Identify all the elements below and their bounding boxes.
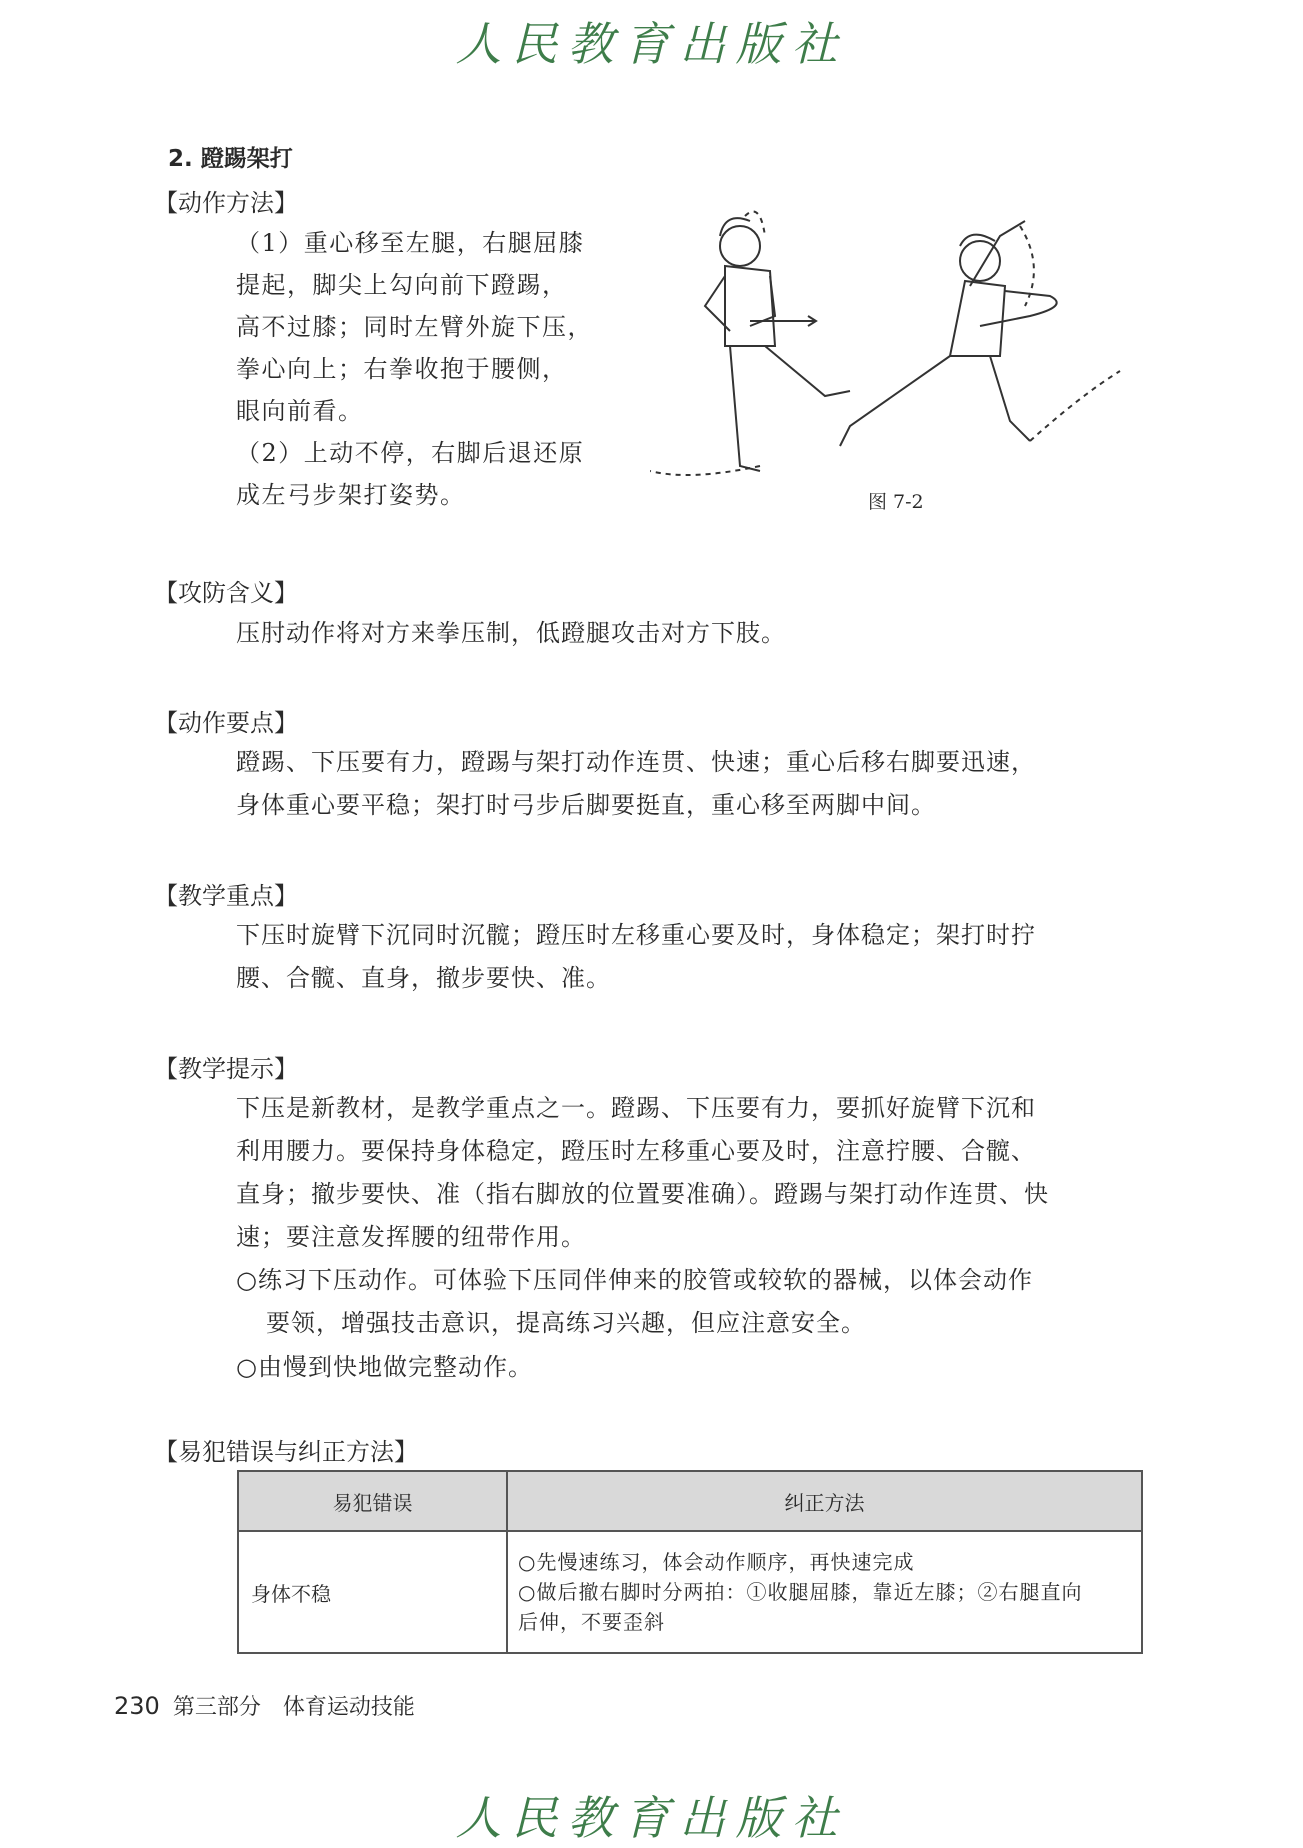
tips-line: 利用腰力。要保持身体稳定，蹬压时左移重心要及时，注意拧腰、合髋、: [236, 1137, 1036, 1165]
method-line: 提起，脚尖上勾向前下蹬踢，: [236, 271, 568, 299]
tips-bullet-line: 要领，增强技击意识，提高练习兴趣，但应注意安全。: [266, 1309, 866, 1337]
figure1-head: [720, 226, 760, 266]
publisher-logo-bottom: 人民教育出版社: [455, 1791, 848, 1845]
tips-line: 直身；撤步要快、准（指右脚放的位置要准确）。蹬踢与架打动作连贯、快: [236, 1180, 1049, 1208]
keypoints-line: 身体重心要平稳；架打时弓步后脚要挺直，重心移至两脚中间。: [236, 791, 936, 819]
table-row: [238, 1531, 1142, 1653]
focus-text: [236, 914, 1146, 1000]
figure2-torso: [950, 281, 1005, 356]
figure1-kick-leg: [765, 346, 850, 396]
focus-line: 腰、合髋、直身，撤步要快、准。: [236, 964, 611, 992]
footer-text: 第三部分 体育运动技能: [172, 1695, 415, 1720]
method-heading: 【动作方法】: [154, 189, 298, 217]
page-number: 230: [114, 1692, 160, 1720]
col-error-header: 易犯错误: [238, 1471, 507, 1531]
fix-cell: [507, 1531, 1142, 1653]
kick-block-figure: [650, 196, 1150, 496]
errors-heading: 【易犯错误与纠正方法】: [154, 1438, 418, 1466]
tips-bullet-2: ○由慢到快地做完整动作。: [236, 1353, 533, 1381]
focus-line: 下压时旋臂下沉同时沉髋；蹬压时左移重心要及时，身体稳定；架打时拧: [236, 921, 1036, 949]
fix-line: 后伸，不要歪斜: [518, 1610, 665, 1634]
section-title: 2. 蹬踢架打: [168, 146, 293, 172]
publisher-logo-top: 人民教育出版社: [455, 17, 848, 71]
meaning-text: 压肘动作将对方来拳压制，低蹬腿攻击对方下肢。: [236, 619, 786, 647]
figure1-left-arm: [705, 276, 730, 331]
keypoints-heading: 【动作要点】: [154, 709, 298, 737]
errors-table: [237, 1470, 1143, 1654]
col-fix-header: 纠正方法: [507, 1471, 1142, 1531]
tips-line: 速；要注意发挥腰的纽带作用。: [236, 1223, 586, 1251]
figure1-torso: [725, 266, 775, 346]
tips-bullet-line: ○练习下压动作。可体验下压同伴伸来的胶管或较软的器械，以体会动作: [236, 1266, 1033, 1294]
method-line: （2）上动不停，右脚后退还原: [236, 439, 585, 467]
figure2-arm-block: [980, 291, 1057, 326]
keypoints-line: 蹬踢、下压要有力，蹬踢与架打动作连贯、快速；重心后移右脚要迅速，: [236, 748, 1036, 776]
tips-bullet-1: [236, 1259, 1146, 1345]
page-footer: [114, 1690, 415, 1721]
figure2-path: [1030, 371, 1120, 441]
figure2-front-leg: [990, 356, 1030, 441]
keypoints-text: [236, 741, 1146, 827]
figure1-support-leg: [730, 346, 760, 471]
table-header-row: [238, 1471, 1142, 1531]
fix-line: ○做后撤右脚时分两拍：①收腿屈膝，靠近左膝；②右腿直向: [518, 1580, 1083, 1604]
method-line: （1）重心移至左腿，右腿屈膝: [236, 229, 585, 257]
method-line: 拳心向上；右拳收抱于腰侧，: [236, 355, 568, 383]
fix-line: ○先慢速练习，体会动作顺序，再快速完成: [518, 1550, 915, 1574]
focus-heading: 【教学重点】: [154, 882, 298, 910]
method-line: 成左弓步架打姿势。: [236, 481, 466, 509]
figure-caption: 图 7-2: [868, 491, 924, 513]
error-cell: 身体不稳: [238, 1531, 507, 1653]
method-line: 高不过膝；同时左臂外旋下压，: [236, 313, 593, 341]
tips-text: [236, 1087, 1146, 1259]
method-line: 眼向前看。: [236, 397, 364, 425]
meaning-heading: 【攻防含义】: [154, 579, 298, 607]
tips-line: 下压是新教材，是教学重点之一。蹬踢、下压要有力，要抓好旋臂下沉和: [236, 1094, 1036, 1122]
method-text: [236, 222, 626, 516]
figure2-back-leg: [840, 356, 950, 446]
tips-heading: 【教学提示】: [154, 1055, 298, 1083]
